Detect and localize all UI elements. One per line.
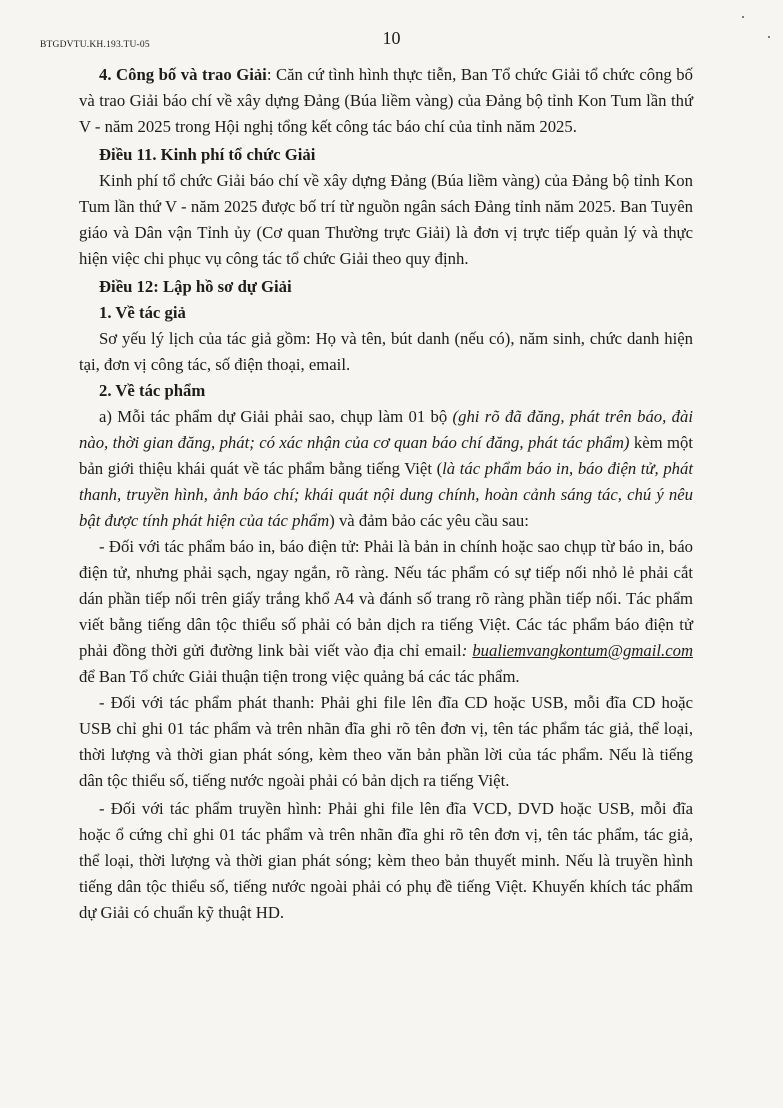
article-11-text: Kinh phí tổ chức Giải báo chí về xây dựng Đảng (Búa liềm vàng) của Đảng bộ tỉnh Kon Tum lần thứ V - năm 2025 được bố trí từ nguồn ngân sách Đảng tỉnh năm 2025. Ban Tuyên giáo và Dân vận Tỉnh ủy (Cơ quan Thường trực Giải) là đơn vị trực tiếp quản lý và thực hiện việc chi phục vụ công tác tổ chức Giải theo quy định.	[79, 171, 693, 268]
author-text: Sơ yếu lý lịch của tác giả gồm: Họ và tên, bút danh (nếu có), năm sinh, chức danh hiện tại, đơn vị công tác, số điện thoại, email.	[79, 329, 693, 374]
award-announcement-paragraph	[79, 62, 693, 140]
page-number: 10	[382, 28, 401, 48]
article-12-heading: Điều 12: Lập hồ sơ dự Giải	[99, 277, 292, 296]
article-11-heading: Điều 11. Kinh phí tổ chức Giải	[99, 145, 316, 164]
document-body	[79, 62, 693, 926]
works-heading: 2. Về tác phẩm	[99, 381, 206, 400]
contact-email-link[interactable]: bualiemvangkontum@gmail.com	[472, 641, 693, 660]
works-requirement-a: a) Mỗi tác phẩm dự Giải phải sao, chụp làm 01 bộ (ghi rõ đã đăng, phát trên báo, đài nào, thời gian đăng, phát; có xác nhận của cơ quan báo chí đăng, phát tác phẩm) kèm một bản giới thiệu khái quát về tác phẩm bằng tiếng Việt (là tác phẩm báo in, báo điện tử, phát thanh, truyền hình, ảnh báo chí; khái quát nội dung chính, hoàn cảnh sáng tác, chú ý nêu bật được tính phát hiện của tác phẩm) và đảm bảo các yêu cầu sau:	[79, 407, 693, 530]
award-announcement-heading: 4. Công bố và trao Giải	[99, 65, 267, 84]
print-works-paragraph: - Đối với tác phẩm báo in, báo điện tử: Phải là bản in chính hoặc sao chụp từ báo in, báo điện tử, nhưng phải sạch, ngay ngắn, rõ ràng. Nếu tác phẩm có sự tiếp nối nhỏ lẻ phải cắt dán phần tiếp nối trên giấy trắng khổ A4 và đánh số trang rõ ràng phần tiếp nối. Tác phẩm viết bằng tiếng dân tộc thiểu số phải có bản dịch ra tiếng Việt. Các tác phẩm báo điện tử phải đồng thời gửi đường link bài viết vào địa chỉ email: bualiemvangkontum@gmail.com để Ban Tổ chức Giải thuận tiện trong việc quảng bá các tác phẩm.	[79, 537, 693, 686]
document-code: BTGDVTU.KH.193.TU-05	[40, 40, 150, 50]
radio-works-paragraph: - Đối với tác phẩm phát thanh: Phải ghi file lên đĩa CD hoặc USB, mỗi đĩa CD hoặc USB chỉ ghi 01 tác phẩm và trên nhãn đĩa ghi rõ tên đơn vị, tên tác phẩm tác giả, thể loại, thời lượng và thời gian phát sóng, kèm theo văn bản phần lời của tác phẩm. Nếu là tiếng dân tộc thiểu số, tiếng nước ngoài phải có bản dịch ra tiếng Việt.	[79, 693, 693, 790]
author-heading: 1. Về tác giả	[99, 303, 186, 322]
scan-speck	[742, 16, 744, 18]
tv-works-paragraph: - Đối với tác phẩm truyền hình: Phải ghi file lên đĩa VCD, DVD hoặc USB, mỗi đĩa hoặc ổ cứng chỉ ghi 01 tác phẩm và trên nhãn đĩa ghi rõ tên đơn vị, tên tác phẩm, tác giả, thể loại, thời lượng và thời gian phát sóng; kèm theo bản thuyết minh. Nếu là truyền hình tiếng dân tộc thiểu số, tiếng nước ngoài phải có phụ đề tiếng Việt. Khuyến khích tác phẩm dự Giải có chuẩn kỹ thuật HD.	[79, 799, 693, 922]
award-announcement-text: : Căn cứ tình hình thực tiễn, Ban Tổ chức Giải tổ chức công bố và trao Giải báo chí về xây dựng Đảng (Búa liềm vàng) của Đảng bộ tỉnh Kon Tum lần thứ V - năm 2025 trong Hội nghị tổng kết công tác báo chí của tỉnh năm 2025.	[79, 65, 693, 136]
